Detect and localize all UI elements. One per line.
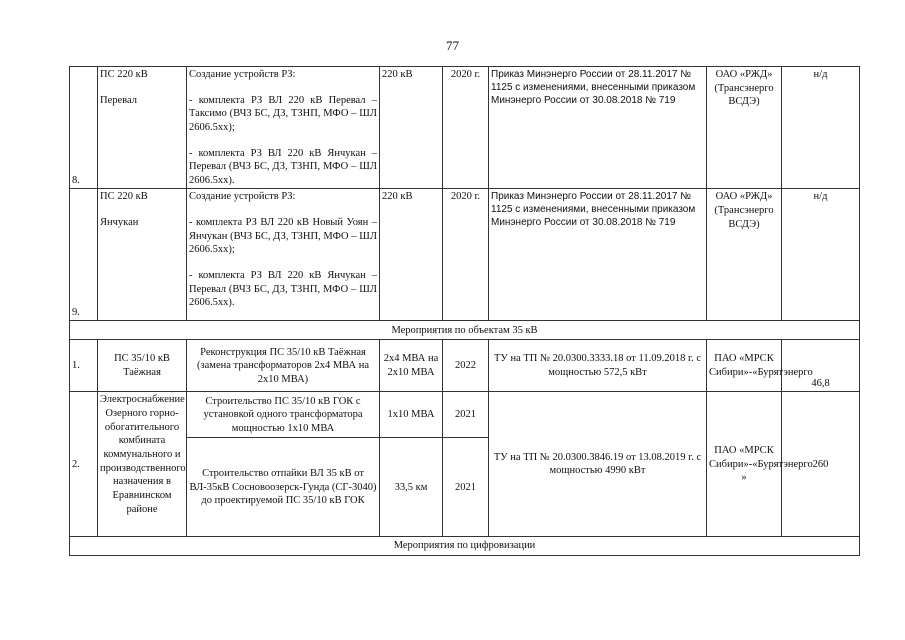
basis-cell: Приказ Минэнерго России от 28.11.2017 № 1125 с изменениями, внесенными приказом Минэнерго России от 30.08.2018 № 719 bbox=[489, 189, 707, 321]
measure-cell: Создание устройств РЗ: - комплекта РЗ ВЛ 220 кВ Новый Уоян – Янчукан (ВЧЗ БС, ДЗ, ТЗНП, МФО – ШЛ 2606.5хх); - комплекта РЗ ВЛ 220 кВ Янчукан – Перевал (ВЧЗ БС, ДЗ, ТЗНП, МФО – ШЛ 2606.5хх). bbox=[187, 189, 380, 321]
section-title: Мероприятия по объектам 35 кВ bbox=[70, 321, 860, 340]
year-cell: 2022 bbox=[443, 340, 489, 392]
row-number: 9. bbox=[70, 189, 98, 321]
basis-cell: ТУ на ТП № 20.0300.3333.18 от 11.09.2018 г. с мощностью 572,5 кВт bbox=[489, 340, 707, 392]
year-cell: 2021 bbox=[443, 392, 489, 438]
object-cell: ПС 220 кВ Янчукан bbox=[98, 189, 187, 321]
cost-cell: н/д bbox=[782, 189, 860, 321]
measure-cell: Строительство ПС 35/10 кВ ГОК с установкой одного трансформатора мощностью 1х10 МВА bbox=[187, 392, 380, 438]
year-cell: 2020 г. bbox=[443, 189, 489, 321]
basis-cell: ТУ на ТП № 20.0300.3846.19 от 13.08.2019 г. с мощностью 4990 кВт bbox=[489, 392, 707, 537]
section-row bbox=[70, 537, 860, 556]
page-number: 77 bbox=[446, 38, 459, 53]
cost-cell: 260 bbox=[782, 392, 860, 537]
owner-cell: ОАО «РЖД» (Трансэнерго ВСДЭ) bbox=[707, 67, 782, 189]
section-title: Мероприятия по цифровизации bbox=[70, 537, 860, 556]
owner-cell: ОАО «РЖД» (Трансэнерго ВСДЭ) bbox=[707, 189, 782, 321]
table-row bbox=[70, 392, 860, 438]
table-row bbox=[70, 67, 860, 189]
year-cell: 2021 bbox=[443, 438, 489, 537]
measure-cell: Строительство отпайки ВЛ 35 кВ от ВЛ-35кВ Сосновоозерск-Гунда (СГ-3040) до проектируемой ПС 35/10 кВ ГОК bbox=[187, 438, 380, 537]
row-number: 1. bbox=[70, 340, 98, 392]
owner-cell: ПАО «МРСК Сибири»-«Бурятэнерго bbox=[707, 340, 782, 392]
object-cell: Электроснабжение Озерного горно-обогатительного комбината коммунального и производственного назначения в Еравнинском районе bbox=[98, 392, 187, 537]
basis-cell: Приказ Минэнерго России от 28.11.2017 № 1125 с изменениями, внесенными приказом Минэнерго России от 30.08.2018 № 719 bbox=[489, 67, 707, 189]
params-cell: 2х4 МВА на 2х10 МВА bbox=[380, 340, 443, 392]
section-row bbox=[70, 321, 860, 340]
cost-cell: 46,8 bbox=[782, 340, 860, 392]
owner-cell: ПАО «МРСК Сибири»-«Бурятэнерго » bbox=[707, 392, 782, 537]
params-cell: 1х10 МВА bbox=[380, 392, 443, 438]
table-row bbox=[70, 189, 860, 321]
cost-cell: н/д bbox=[782, 67, 860, 189]
measure-cell: Создание устройств РЗ: - комплекта РЗ ВЛ 220 кВ Перевал – Таксимо (ВЧЗ БС, ДЗ, ТЗНП, МФО – ШЛ 2606.5хх); - комплекта РЗ ВЛ 220 кВ Янчукан – Перевал (ВЧЗ БС, ДЗ, ТЗНП, МФО – ШЛ 2606.5хх). bbox=[187, 67, 380, 189]
object-cell: ПС 35/10 кВ Таёжная bbox=[98, 340, 187, 392]
table-row bbox=[70, 340, 860, 392]
measure-cell: Реконструкция ПС 35/10 кВ Таёжная (замена трансформаторов 2х4 МВА на 2х10 МВА) bbox=[187, 340, 380, 392]
params-cell: 220 кВ bbox=[380, 189, 443, 321]
params-cell: 220 кВ bbox=[380, 67, 443, 189]
row-number: 8. bbox=[70, 67, 98, 189]
measures-table bbox=[69, 66, 860, 556]
params-cell: 33,5 км bbox=[380, 438, 443, 537]
year-cell: 2020 г. bbox=[443, 67, 489, 189]
row-number: 2. bbox=[70, 392, 98, 537]
object-cell: ПС 220 кВ Перевал bbox=[98, 67, 187, 189]
